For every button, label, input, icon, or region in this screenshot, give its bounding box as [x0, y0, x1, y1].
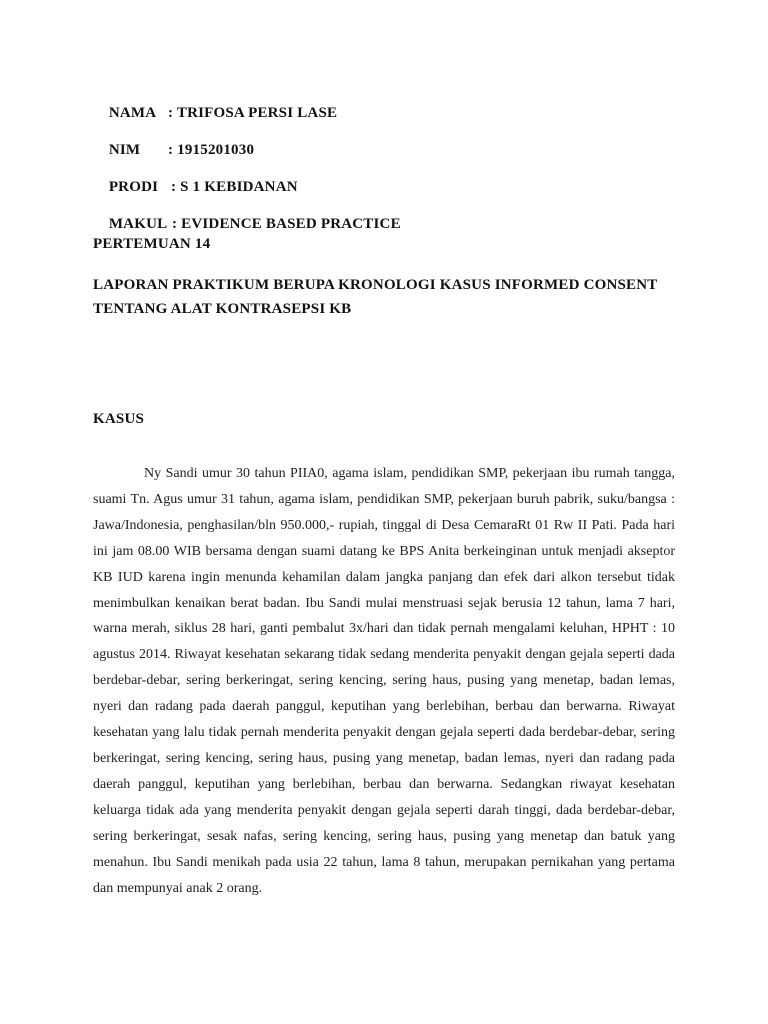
report-title: LAPORAN PRAKTIKUM BERUPA KRONOLOGI KASUS INFORMED CONSENT TENTANG ALAT KONTRASEPSI KB — [93, 277, 658, 317]
student-id-label: NIM — [108, 142, 141, 158]
name-label: NAMA — [108, 105, 157, 121]
meeting-heading: PERTEMUAN 14 — [93, 236, 211, 252]
case-paragraph: Ny Sandi umur 30 tahun PIIA0, agama islam, pendidikan SMP, pekerjaan ibu rumah tangga, suami Tn. Agus umur 31 tahun, agama islam, pendidikan SMP, pekerjaan buruh pabrik, suku/bangsa : Jawa/Indonesia, penghasilan/bln 950.000,- rupiah, tinggal di Desa CemaraRt 01 Rw II Pati. Pada hari ini jam 08.00 WIB bersama dengan suami datang ke BPS Anita berkeinginan untuk menjadi akseptor KB IUD karena ingin menunda kehamilan dalam jangka panjang dan efek dari alkon tersebut tidak menimbulkan kenaikan berat badan. Ibu Sandi mulai menstruasi sejak berusia 12 tahun, lama 7 hari, warna merah, siklus 28 hari, ganti pembalut 3x/hari dan tidak pernah mengalami keluhan, HPHT : 10 agustus 2014. Riwayat kesehatan sekarang tidak sedang menderita penyakit dengan gejala seperti dada berdebar-debar, sering berkeringat, sering kencing, sering haus, pusing yang menetap, badan lemas, nyeri dan radang pada daerah panggul, keputihan yang berlebihan, berbau dan berwarna. Riwayat kesehatan yang lalu tidak pernah menderita penyakit dengan gejala seperti dada berdebar-debar, sering berkeringat, sering kencing, sering haus, pusing yang menetap, badan lemas, nyeri dan radang pada daerah panggul, keputihan yang berlebihan, berbau dan berwarna. Sedangkan riwayat kesehatan keluarga tidak ada yang menderita penyakit dengan gejala seperti darah tinggi, dada berdebar-debar, sering berkeringat, sesak nafas, sering kencing, sering haus, pusing yang menetap dan batuk yang menahun. Ibu Sandi menikah pada usia 22 tahun, lama 8 tahun, merupakan pernikahan yang pertama dan mempunyai anak 2 orang. — [93, 466, 675, 896]
student-id-value: : 1915201030 — [168, 142, 255, 158]
case-heading: KASUS — [93, 411, 145, 427]
study-program-value: : S 1 KEBIDANAN — [171, 179, 298, 195]
course-label: MAKUL — [108, 216, 168, 232]
study-program-label: PRODI — [108, 179, 159, 195]
name-value: : TRIFOSA PERSI LASE — [168, 105, 338, 121]
course-value: : EVIDENCE BASED PRACTICE — [172, 216, 401, 232]
